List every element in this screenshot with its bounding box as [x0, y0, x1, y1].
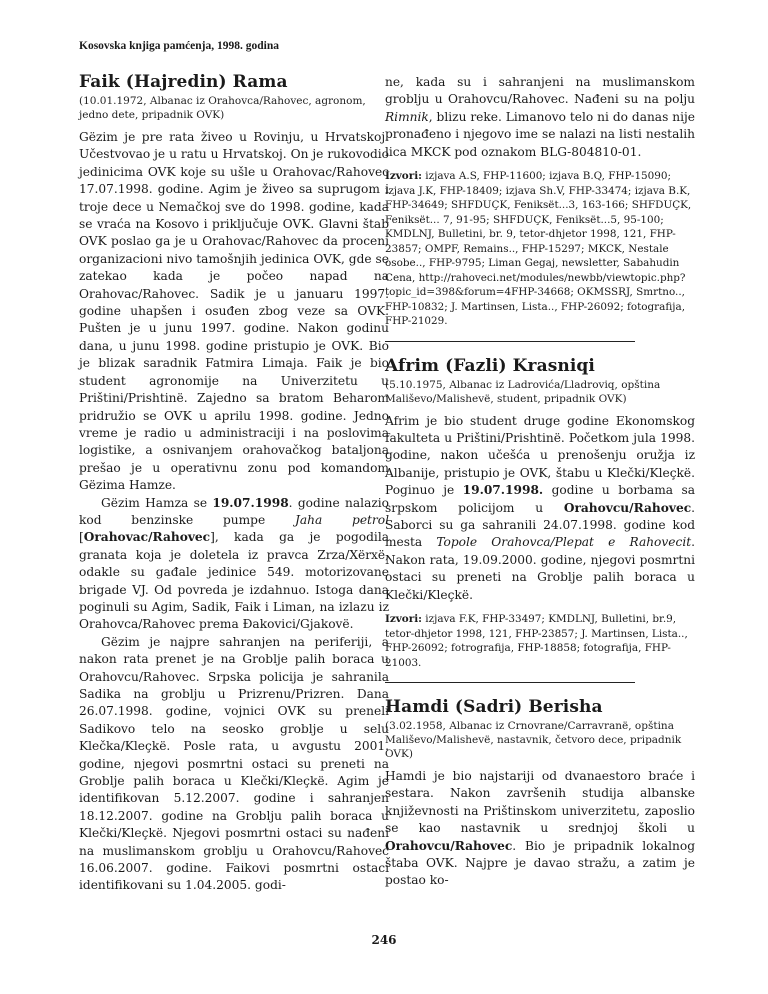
text-run: , blizu reke. Limanovo telo ni do danas nije pronađeno i njegovo ime se nalazi na listi nestalih lica MKCK pod oznakom BLG-804810-01.	[385, 109, 695, 159]
entry-name: Faik (Hajredin) Rama	[79, 72, 288, 92]
sources-label: Izvori:	[385, 170, 422, 183]
right-column	[385, 64, 695, 890]
entry-meta: (5.10.1975, Albanac iz Ladrovića/Lladroviq, opština Mališevo/Malishevë, student, pripadnik OVK)	[385, 378, 661, 405]
sources-text: izjava F.K, FHP-33497; KMDLNJ, Bulletini, br.9, tetor-dhjetor 1998, 121, FHP-23857; J. Martinsen, Lista.., FHP-26092; fotrografija, FHP-18858; fotografija, FHP-21003.	[385, 613, 688, 669]
text-run: . Nakon rata, 19.09.2000. godine, njegovi posmrtni ostaci su preneti na Groblje palih boraca u Klečki/Kleçkë.	[385, 535, 695, 602]
text-run: . Saborci su ga sahranili 24.07.1998. godine kod mesta	[385, 500, 695, 550]
italic-place: Rimnik	[385, 109, 429, 124]
bold-date: 19.07.1998.	[462, 483, 544, 498]
text-run: . godine nalazio kod benzinske pumpe	[79, 495, 389, 527]
bold-place: Orahovcu/Rahovec	[385, 838, 513, 853]
text-run: Gëzim Hamza se	[101, 495, 213, 510]
entry-paragraph: Gëzim je pre rata živeo u Rovinju, u Hrvatskoj. Učestvovao je u ratu u Hrvatskoj. On je rukovodio jedinicima OVK koje su ušle u Orahovac/Rahovec 17.07.1998. godine. Agim je živeo sa suprugom i troje dece u Nemačkoj sve do 1998. godine, kada se vraća na Kosovo i priključuje OVK. Glavni štab OVK poslao ga je u Orahovac/Rahovec da proceni organizacioni nivo tamošnjih jedinica OVK, gde se zatekao kada je počeo napad na Orahovac/Rahovec. Sadik je u januaru 1997. godine uhapšen i osuđen zbog veze sa OVK. Pušten je u junu 1997. godine. Nakon godinu dana, u junu 1998. godine pristupio je OVK. Bio je blizak saradnik Fatmira Limaja. Faik je bio student agronomije na Univerzitetu u Prištini/Prishtinë. Zajedno sa bratom Beharom pridružio se OVK u aprilu 1998. godine. Jedno vreme je radio u administraciji i na poslovima logistike, a osnivanjem orahovačkog bataljona prešao je u operativnu zonu pod komandom Gëzima Hamze.	[79, 130, 389, 493]
italic-place: Topole Orahovca/Plepat e Rahovecit	[436, 535, 692, 550]
entry-paragraph	[385, 768, 695, 890]
italic-place: Jaha petrol	[294, 512, 389, 527]
entry-paragraph	[79, 495, 389, 634]
entry-meta: (3.02.1958, Albanac iz Crnovrane/Carravranë, opština Mališevo/Malishevë, nastavnik, četvoro dece, pripadnik OVK)	[385, 720, 682, 760]
bold-date: 19.07.1998	[212, 495, 289, 510]
text-run: Afrim je bio student druge godine Ekonomskog fakulteta u Prištini/Prishtinë. Početkom jula 1998. godine, nakon učešća u prenošenju oružja iz Albanije, pristupio je OVK, štabu u Klečki/Kleçkë. Poginuo je	[385, 413, 695, 498]
entry-meta: (10.01.1972, Albanac iz Orahovca/Rahovec, agronom, jedno dete, pripadnik OVK)	[79, 95, 366, 121]
text-run: godine u borbama sa srpskom policijom u	[385, 483, 695, 515]
text-run: ], kada ga je pogodila granata koja je doletela iz pravca Zrza/Xërxë, odakle su gađale jedinice 549. motorizovane brigade VJ. Od povreda je izdahnuo. Istoga dana poginuli su Agim, Sadik, Faik i Liman, na izlazu iz Orahovca/Rahovec prema Đakovici/Gjakovë.	[79, 530, 389, 632]
bold-place: Orahovcu/Rahovec	[563, 500, 692, 515]
page-number: 246	[371, 933, 397, 947]
text-run: Hamdi je bio najstariji od dvanaestoro braće i sestara. Nakon završenih studija albanske književnosti na Prištinskom univerzitetu, zaposlio se kao nastavnik u srednjoj školi u	[385, 769, 695, 836]
bold-place: Orahovac/Rahovec	[83, 530, 211, 545]
text-run: . Bio je pripadnik lokalnog štaba OVK. Najpre je davao stražu, a zatim je postao ko-	[385, 838, 695, 888]
left-column	[79, 64, 389, 895]
sources	[385, 169, 695, 329]
entry-name: Hamdi (Sadri) Berisha	[385, 697, 603, 717]
sources	[385, 612, 695, 670]
text-run: ne, kada su i sahranjeni na muslimanskom groblju u Orahovcu/Rahovec. Nađeni su na polju	[385, 75, 695, 107]
running-head: Kosovska knjiga pamćenja, 1998. godina	[79, 40, 280, 52]
sources-label: Izvori:	[385, 613, 422, 625]
entry-paragraph	[385, 74, 695, 161]
sources-text: izjava A.S, FHP-11600; izjava B.Q, FHP-15090; izjava J.K, FHP-18409; izjava Sh.V, FHP-33474; izjava B.K, FHP-34649; SHFDUÇK, Feniksët...3, 163-166; SHFDUÇK, Feniksët... 7, 91-95; SHFDUÇK, Feniksët...5, 95-100; KMDLNJ, Bulletini, br. 9, tetor-dhjetor 1998, 121, FHP-23857; OMPF, Remains.., FHP-15297; MKCK, Nestale osobe.., FHP-9795; Liman Gegaj, newsletter, Sabahudin Cena, http://rahoveci.net/modules/newbb/viewtopic.php?topic_id=398&forum=4FHP-34668; OKMSSRJ, Smrtno.., FHP-10832; J. Martinsen, Lista.., FHP-26092; fotografija, FHP-21029.	[385, 170, 692, 328]
text-run: [	[79, 530, 84, 545]
entry-paragraph: Gëzim je najpre sahranjen na periferiji, a nakon rata prenet je na Groblje palih boraca u Orahovcu/Rahovec. Srpska policija je sahranila Sadika na groblju u Prizrenu/Prizren. Dana 26.07.1998. godine, vojnici OVK su preneli Sadikovo telo na seosko groblje u selu Klečka/Kleçkë. Posle rata, u avgustu 2001. godine, njegovi posmrtni ostaci su preneti na Groblje palih boraca u Klečki/Kleçkë. Agim je identifikovan 5.12.2007. godine i sahranjen 18.12.2007. godine na Groblju palih boraca u Klečki/Kleçkë. Njegovi posmrtni ostaci su nađeni na muslimanskom groblju u Orahovcu/Rahovec 16.06.2007. godine. Faikovi posmrtni ostaci identifikovani su 1.04.2005. godi-	[79, 634, 389, 893]
divider	[385, 341, 635, 342]
divider	[385, 682, 635, 683]
entry-name: Afrim (Fazli) Krasniqi	[385, 355, 595, 376]
entry-paragraph	[385, 413, 695, 604]
